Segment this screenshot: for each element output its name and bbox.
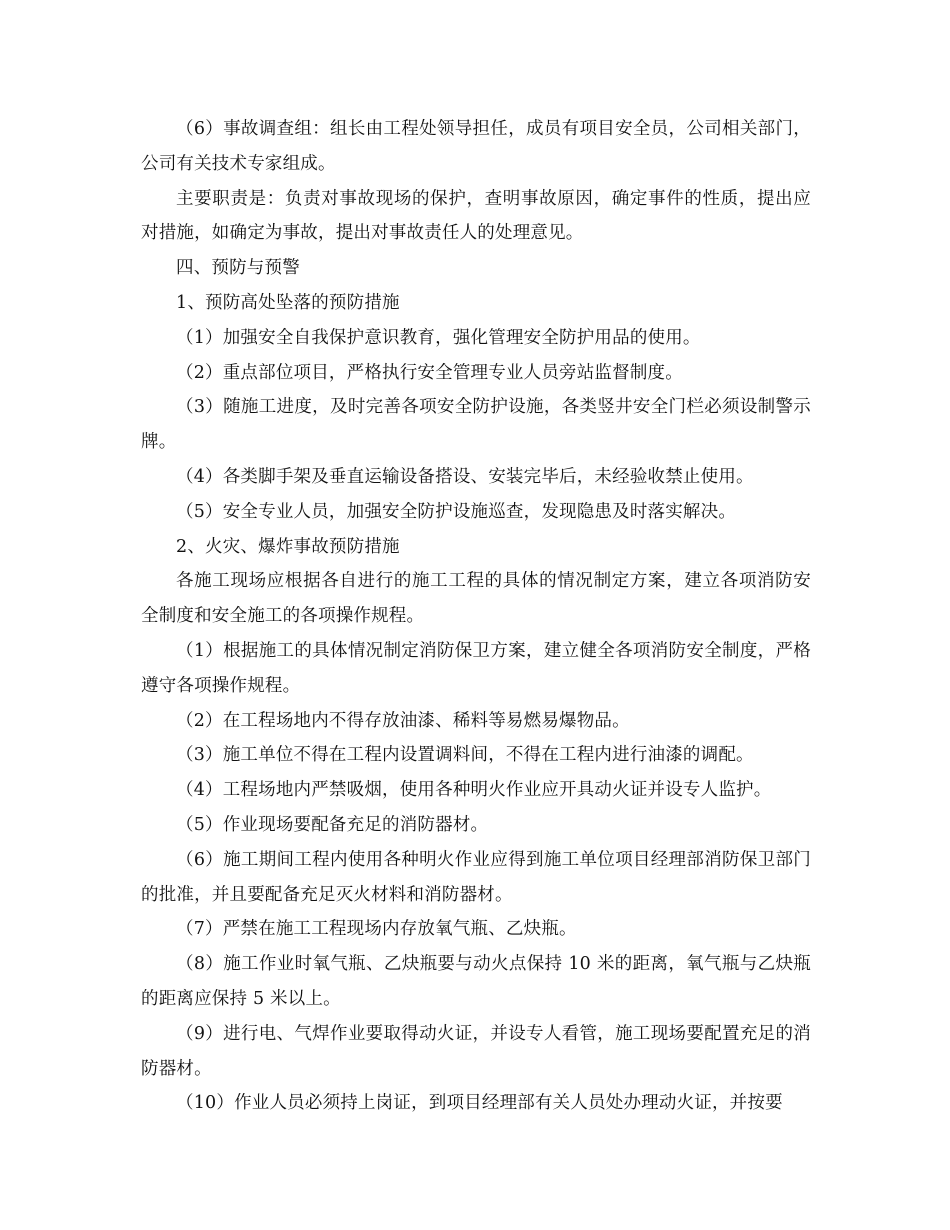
paragraph-item: （3）施工单位不得在工程内设置调料间，不得在工程内进行油漆的调配。 xyxy=(176,745,754,766)
paragraph-item: （7）严禁在施工工程现场内存放氧气瓶、乙炔瓶。 xyxy=(176,919,577,940)
paragraph-item: （2）在工程场地内不得存放油漆、稀料等易燃易爆物品。 xyxy=(176,710,630,731)
paragraph-item: （4）各类脚手架及垂直运输设备搭设、安装完毕后，未经验收禁止使用。 xyxy=(176,466,754,487)
paragraph-item: （5）作业现场要配备充足的消防器材。 xyxy=(176,814,489,835)
subheading-fall-prevention: 1、预防高处坠落的预防措施 xyxy=(176,292,400,313)
paragraph-item: （8）施工作业时氧气瓶、乙炔瓶要与动火点保持 10 米的距离，氧气瓶与乙炔瓶的距离应保持 5 米以上。 xyxy=(141,954,811,1009)
paragraph-item: （1）根据施工的具体情况制定消防保卫方案，建立健全各项消防安全制度，严格遵守各项操作规程。 xyxy=(141,640,811,696)
document-body xyxy=(141,112,811,1121)
section-heading-prevention: 四、预防与预警 xyxy=(176,258,300,279)
paragraph-item: （4）工程场地内严禁吸烟，使用各种明火作业应开具动火证并设专人监护。 xyxy=(176,780,772,801)
paragraph-main-duties: 主要职责是：负责对事故现场的保护，查明事故原因，确定事件的性质，提出应对措施，如确定为事故，提出对事故责任人的处理意见。 xyxy=(141,188,811,244)
paragraph-item: （5）安全专业人员，加强安全防护设施巡查，发现隐患及时落实解决。 xyxy=(176,501,737,522)
paragraph-fire-intro: 各施工现场应根据各自进行的施工工程的具体的情况制定方案，建立各项消防安全制度和安全施工的各项操作规程。 xyxy=(141,571,811,627)
paragraph-item: （10）作业人员必须持上岗证，到项目经理部有关人员处办理动火证，并按要 xyxy=(176,1093,783,1114)
paragraph-item: （3）随施工进度，及时完善各项安全防护设施，各类竖井安全门栏必须设制警示牌。 xyxy=(141,397,811,453)
paragraph-investigation-group: （6）事故调查组：组长由工程处领导担任，成员有项目安全员，公司相关部门，公司有关技术专家组成。 xyxy=(141,119,811,174)
paragraph-item: （6）施工期间工程内使用各种明火作业应得到施工单位项目经理部消防保卫部门的批准，并且要配备充足灭火材料和消防器材。 xyxy=(141,849,811,905)
paragraph-item: （1）加强安全自我保护意识教育，强化管理安全防护用品的使用。 xyxy=(176,327,701,348)
subheading-fire-prevention: 2、火灾、爆炸事故预防措施 xyxy=(176,536,400,557)
paragraph-item: （2）重点部位项目，严格执行安全管理专业人员旁站监督制度。 xyxy=(176,362,683,383)
paragraph-item: （9）进行电、气焊作业要取得动火证，并设专人看管，施工现场要配置充足的消防器材。 xyxy=(141,1023,811,1079)
